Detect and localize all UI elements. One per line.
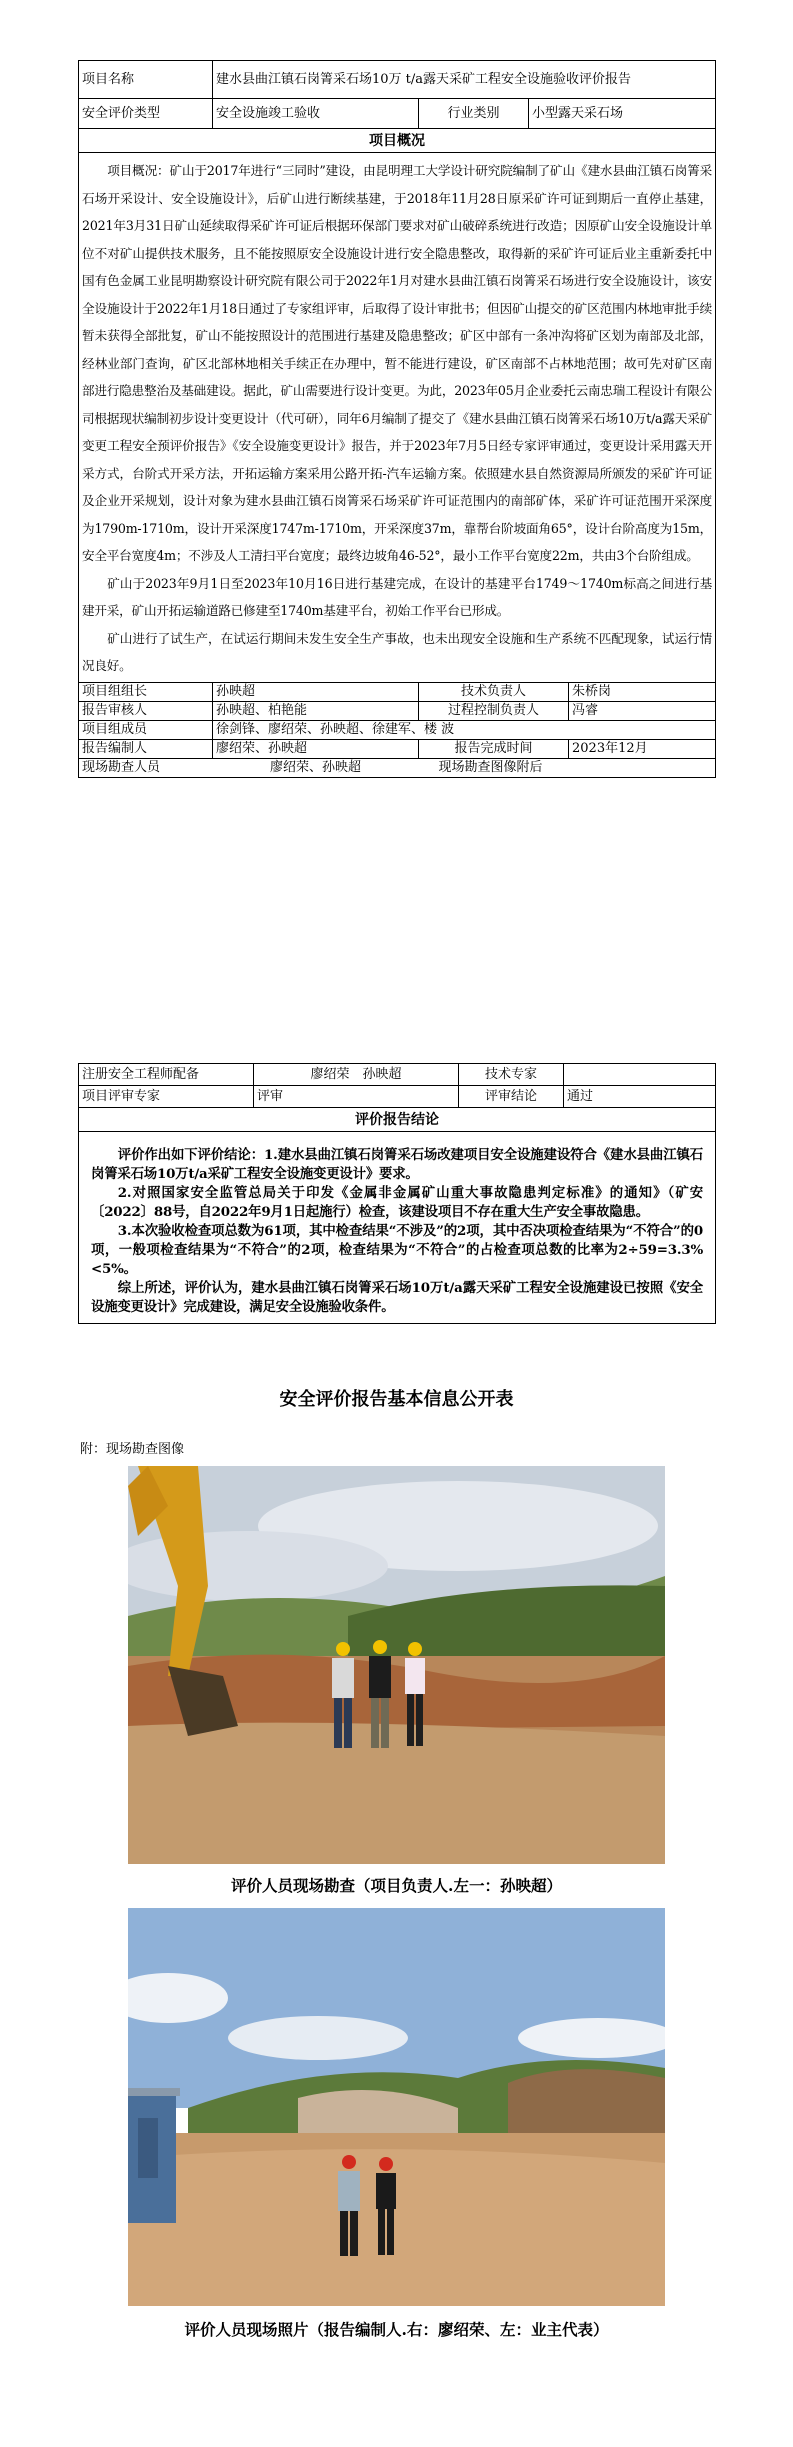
site-photo-2-illustration: [128, 1908, 665, 2306]
info-table-2: [78, 1063, 715, 1324]
site-label: 现场勘查人员: [79, 758, 213, 777]
project-name: 建水县曲江镇石岗箐采石场10万 t/a露天采矿工程安全设施验收评价报告: [213, 61, 716, 99]
engineer: 廖绍荣 孙映超: [254, 1064, 459, 1086]
leader-label: 项目组组长: [79, 682, 213, 701]
complete-time: 2023年12月: [569, 739, 716, 758]
industry-label: 行业类别: [419, 99, 529, 129]
info-table-1: [78, 60, 715, 778]
author-label: 报告编制人: [79, 739, 213, 758]
tech-lead: 朱桥岗: [569, 682, 716, 701]
leader: 孙映超: [213, 682, 419, 701]
public-info-title: 安全评价报告基本信息公开表: [279, 1389, 514, 1410]
site-photo-1: [128, 1466, 665, 1864]
process-ctrl: 冯睿: [569, 701, 716, 720]
eval-type: 安全设施竣工验收: [213, 99, 419, 129]
site-photo-label: 现场勘查图像附后: [419, 758, 716, 777]
overview-body: [79, 153, 716, 683]
eval-type-label: 安全评价类型: [79, 99, 213, 129]
photo-2-caption: 评价人员现场照片（报告编制人.右：廖绍荣、左：业主代表）: [184, 2320, 609, 2339]
attachment-note: 附：现场勘查图像: [80, 1442, 185, 1457]
conclusion-body: [79, 1132, 716, 1324]
review-conclusion: 通过: [564, 1086, 716, 1108]
overview-title: 项目概况: [79, 129, 716, 153]
site-photo-2: [128, 1908, 665, 2306]
photo-1-caption: 评价人员现场勘查（项目负责人.左一：孙映超）: [231, 1876, 562, 1895]
site-people: 廖绍荣、孙映超: [213, 758, 419, 777]
site-photo-1-illustration: [128, 1466, 665, 1864]
expert-label: 技术专家: [459, 1064, 564, 1086]
members-label: 项目组成员: [79, 720, 213, 739]
expert: [564, 1064, 716, 1086]
review-expert: 评审: [254, 1086, 459, 1108]
overview-paragraph-1: 项目概况：矿山于2017年进行“三同时”建设，由昆明理工大学设计研究院编制了矿山《建水县曲江镇石岗箐采石场开采设计、安全设施设计》，后矿山进行断续基建，于2018年11月28日原采矿许可证到期后一直停止基建，2021年3月31日矿山延续取得采矿许可证后根据环保部门要求对矿山破碎系统进行改造；因原矿山安全设施设计单位不对矿山提供技术服务，且不能按照原安全设施设计进行安全隐患整改，取得新的采矿许可证后业主重新委托中国有色金属工业昆明勘察设计研究院有限公司于2022年1月对建水县曲江镇石岗箐采石场进行安全设施设计，该安全设施设计于2022年1月18日通过了专家组评审，后取得了设计审批书；但因矿山提交的矿区范围内林地审批手续暂未获得全部批复，矿山不能按照设计的范围进行基建及隐患整改；矿区中部有一条冲沟将矿区划为南部及北部，经林业部门查询，矿区北部林地相关手续正在办理中，暂不能进行建设，矿区南部不占林地范围；故可先对矿区南部进行隐患整治及基础建设。据此，矿山需要进行设计变更。为此，2023年05月企业委托云南忠瑞工程设计有限公司根据现状编制初步设计变更设计（代可研），同年6月编制了提交了《建水县曲江镇石岗箐采石场10万t/a露天采矿变更工程安全预评价报告》《安全设施变更设计》报告，并于2023年7月5日经专家评审通过，变更设计采用露天开采方式，台阶式开采方法，开拓运输方案采用公路开拓-汽车运输方案。依照建水县自然资源局所颁发的采矿许可证及企业开采规划，设计对象为建水县曲江镇石岗箐采石场采矿许可证范围内的南部矿体，采矿许可证范围开采深度为1790m-1710m，设计开采深度1747m-1710m，开采深度37m，靠帮台阶坡面角65°，设计台阶高度为15m，安全平台宽度4m；不涉及人工清扫平台宽度；最终边坡角46-52°，最小工作平台宽度22m，共由3个台阶组成。: [82, 163, 713, 563]
review-expert-label: 项目评审专家: [79, 1086, 254, 1108]
industry: 小型露天采石场: [529, 99, 716, 129]
overview-paragraph-3: 矿山进行了试生产，在试运行期间未发生安全生产事故，也未出现安全设施和生产系统不匹配现象，试运行情况良好。: [82, 630, 713, 673]
members: 徐剑锋、廖绍荣、孙映超、徐建军、楼 波: [213, 720, 716, 739]
author: 廖绍荣、孙映超: [213, 739, 419, 758]
process-ctrl-label: 过程控制负责人: [419, 701, 569, 720]
conclusion-paragraph-4: 综上所述，评价认为，建水县曲江镇石岗箐采石场10万t/a露天采矿工程安全设施建设已按照《安全设施变更设计》完成建设，满足安全设施验收条件。: [91, 1280, 703, 1315]
conclusion-paragraph-2: 2.对照国家安全监管总局关于印发《金属非金属矿山重大事故隐患判定标准》的通知》（矿安〔2022〕88号，自2022年9月1日起施行）检查，该建设项目不存在重大生产安全事故隐患。: [91, 1185, 703, 1220]
tech-lead-label: 技术负责人: [419, 682, 569, 701]
conclusion-paragraph-3: 3.本次验收检查项总数为61项，其中检查结果“不涉及”的2项，其中否决项检查结果为“不符合”的0项，一般项检查结果为“不符合”的2项，检查结果为“不符合”的占检查项总数的比率为2÷59=3.3%<5%。: [91, 1223, 703, 1277]
reviewer: 孙映超、柏艳能: [213, 701, 419, 720]
project-name-label: 项目名称: [79, 61, 213, 99]
conclusion-paragraph-1: 评价作出如下评价结论：1.建水县曲江镇石岗箐采石场改建项目安全设施建设符合《建水县曲江镇石岗箐采石场10万t/a采矿工程安全设施变更设计》要求。: [91, 1147, 703, 1182]
overview-paragraph-2: 矿山于2023年9月1日至2023年10月16日进行基建完成，在设计的基建平台1749～1740m标高之间进行基建开采，矿山开拓运输道路已修建至1740m基建平台，初始工作平台已形成。: [82, 575, 713, 618]
conclusion-title: 评价报告结论: [79, 1108, 716, 1132]
complete-time-label: 报告完成时间: [419, 739, 569, 758]
reviewer-label: 报告审核人: [79, 701, 213, 720]
review-conclusion-label: 评审结论: [459, 1086, 564, 1108]
engineer-label: 注册安全工程师配备: [79, 1064, 254, 1086]
